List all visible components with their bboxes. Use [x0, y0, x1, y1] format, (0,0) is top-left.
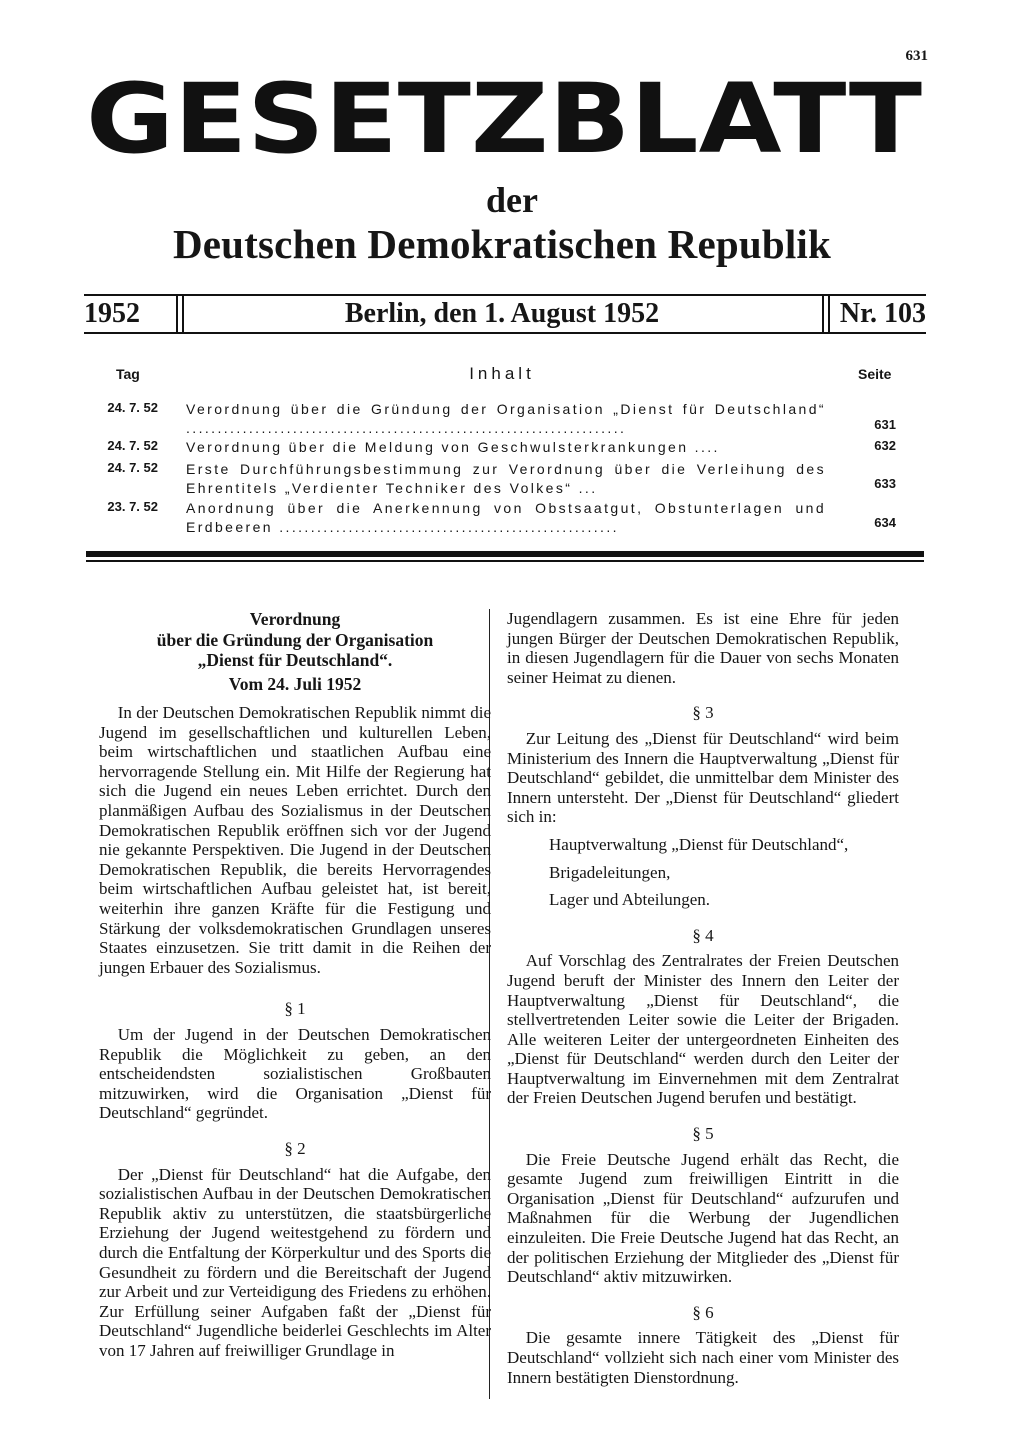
list-item: Brigadeleitungen, — [549, 862, 671, 882]
section-heading: § 3 — [692, 703, 714, 723]
left-column — [99, 609, 491, 1361]
toc-entry-page: 632 — [874, 438, 896, 453]
section-text-continued: Jugendlagern zusammen. Es ist eine Ehre für jeden jungen Bürger der Deutschen Demokratischen Republik, in diesen Jugendlagern für die Dauer von sechs Monaten seiner Heimat zu dienen. — [507, 609, 899, 687]
section-heading: § 4 — [692, 925, 714, 945]
masthead-subtitle-state: Deutschen Demokratischen Republik — [172, 221, 832, 267]
section-text: Auf Vorschlag des Zentralrates der Freien Deutschen Jugend beruft der Minister des Innern den Leiter der Hauptverwaltung „Dienst für Deutschland“, die stellvertretenden Leiter sowie die Leiter der Brigaden. Alle weiteren Leiter der untergeordneten Einheiten des „Dienst für Deutschland“ werden durch den Leiter der Hauptverwaltung im Einvernehmen mit dem Zentralrat der Freien Deutschen Jugend berufen und bestätigt. — [507, 951, 899, 1108]
issue-date: Berlin, den 1. August 1952 — [344, 298, 660, 329]
toc-entry-date: 24. 7. 52 — [107, 438, 158, 453]
article-title — [99, 609, 491, 671]
toc-header-contents: Inhalt — [469, 364, 535, 383]
toc-rule-thin — [86, 560, 924, 562]
article-title-line: über die Gründung der Organisation — [156, 629, 434, 650]
toc-entry-page: 631 — [874, 417, 896, 432]
article-preamble: In der Deutschen Demokratischen Republik nimmt die Jugend im gesellschaftlichen und kulturellen Leben, beim wirtschaftlichen und staatlichen Aufbau eine hervorragende Stellung ein. Mit Hilfe der Regierung hat sich die Jugend ein neues Leben errichtet. Durch den planmäßigen Aufbau des Sozialismus in der Deutschen Demokratischen Republik eröffnen sich vor der Jugend nie gekannte Perspektiven. Die Jugend in der Deutschen Demokratischen Republik, die bereits Hervorragendes beim wirtschaftlichen Aufbau geleistet hat, ist bereit, weiterhin ihre ganzen Kräfte für die Festigung und Stärkung der volksdemokratischen Grundlagen unseres Staates einzusetzen. Sie tritt damit in die Reihen der jungen Erbauer des Sozialismus. — [99, 703, 491, 977]
toc-entry-title[interactable]: Verordnung über die Meldung von Geschwulsterkrankungen .... — [186, 439, 720, 455]
issue-bar-divider — [176, 296, 178, 332]
section-heading: § 2 — [284, 1138, 306, 1158]
list-item: Lager und Abteilungen. — [549, 890, 710, 910]
issue-number: Nr. 103 — [839, 298, 926, 329]
toc-entry-title[interactable]: Verordnung über die Gründung der Organisation „Dienst für Deutschland“ ...................................................................... — [186, 401, 826, 436]
section-text: Der „Dienst für Deutschland“ hat die Aufgabe, den sozialistischen Aufbau in der Deutschen Demokratischen Republik aktiv zu unterstützen, die staatsbürgerliche Erziehung der Jugend weitestgehend zu fördern und durch die Entfaltung der Körperkultur und des Sports die Gesundheit zu fördern und die Bereitschaft der Jugend zur Arbeit und zur Verteidigung des Friedens zu erhöhen. Zur Erfüllung seiner Aufgaben faßt der „Dienst für Deutschland“ Jugendliche beiderlei Geschlechts im Alter von 17 Jahren auf freiwilliger Grundlage in — [99, 1164, 491, 1360]
toc-entry-page: 633 — [874, 476, 896, 491]
section-heading: § 5 — [692, 1124, 714, 1144]
section-text: Zur Leitung des „Dienst für Deutschland“ wird beim Ministerium des Innern die Hauptverwaltung „Dienst für Deutschland“ gebildet, die unmittelbar dem Minister des Innern untersteht. Der „Dienst für Deutschland“ gliedert sich in: — [507, 728, 899, 827]
issue-year: 1952 — [84, 298, 140, 329]
list-item: Hauptverwaltung „Dienst für Deutschland“, — [549, 834, 849, 854]
toc-entry-date: 24. 7. 52 — [107, 400, 158, 415]
issue-bar — [84, 294, 926, 334]
toc-entry-title[interactable]: Erste Durchführungsbestimmung zur Verordnung über die Verleihung des Ehrentitels „Verdienter Techniker des Volkes“ ... — [186, 461, 826, 496]
masthead-subtitle-der: der — [486, 180, 538, 220]
toc-entry-page: 634 — [874, 515, 896, 530]
section-text: Um der Jugend in der Deutschen Demokratischen Republik die Möglichkeit zu geben, an den entscheidendsten sozialistischen Großbauten mitzuwirken, wird die Organisation „Dienst für Deutschland“ gegründet. — [99, 1025, 491, 1123]
toc-entry-title[interactable]: Anordnung über die Anerkennung von Obstsaatgut, Obstunterlagen und Erdbeeren ...................................................... — [186, 500, 826, 535]
section-text: Die Freie Deutsche Jugend erhält das Recht, die gesamte Jugend zum freiwilligen Eintritt in die Organisation „Dienst für Deutschland“ aufzurufen und Maßnahmen für die Werbung der Jugendlichen einzuleiten. Die Freie Deutsche Jugend hat das Recht, an der politischen Erziehung der Mitglieder des „Dienst für Deutschland“ aktiv mitzuwirken. — [507, 1149, 899, 1287]
toc-rule-thick — [86, 551, 924, 557]
toc-entry-date: 24. 7. 52 — [107, 460, 158, 475]
masthead-title-graphic — [86, 74, 924, 166]
right-column — [507, 609, 899, 1387]
toc-header-page: Seite — [858, 366, 892, 382]
masthead-title: GESETZBLATT — [86, 74, 922, 166]
article-title-line: „Dienst für Deutschland“. — [197, 650, 393, 670]
section-heading: § 6 — [692, 1302, 714, 1322]
article-date: Vom 24. Juli 1952 — [228, 673, 362, 694]
page-number: 631 — [905, 48, 928, 64]
article-title-line: Verordnung — [249, 609, 341, 629]
section-text: Die gesamte innere Tätigkeit des „Dienst für Deutschland“ vollzieht sich nach einer vom Minister des Innern bestätigten Dienstordnung. — [507, 1328, 899, 1387]
issue-bar-divider — [822, 296, 824, 332]
section-heading: § 1 — [284, 999, 306, 1019]
toc-header-day: Tag — [116, 366, 140, 382]
masthead — [86, 74, 924, 166]
toc-entry-date: 23. 7. 52 — [107, 499, 158, 514]
